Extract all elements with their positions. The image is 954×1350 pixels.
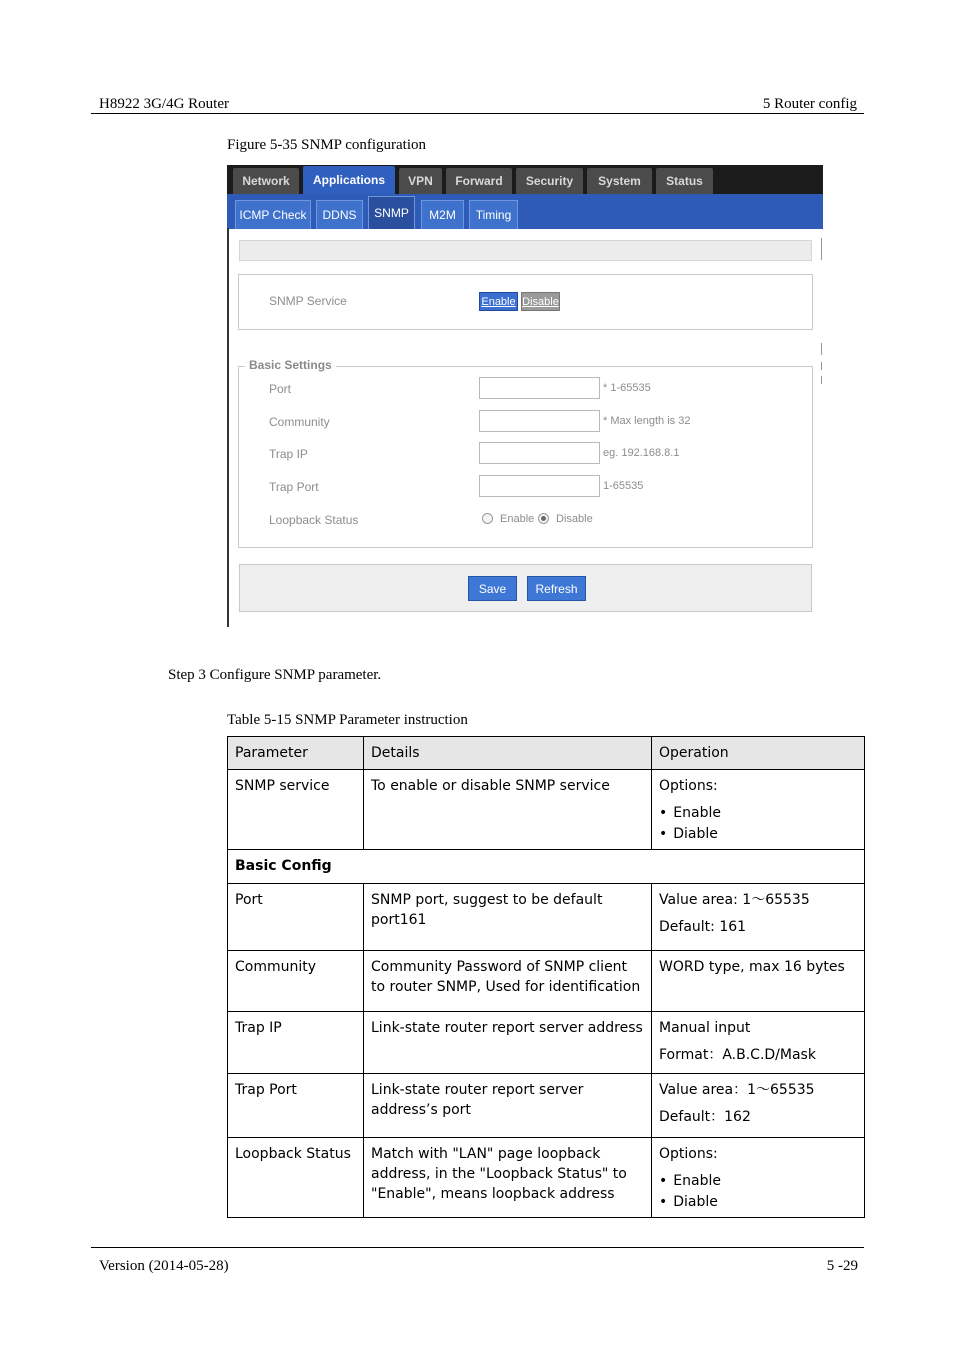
- param-cell: Community: [228, 951, 364, 1012]
- operation-line: Default: 161: [659, 919, 747, 935]
- trap-port-hint: 1-65535: [603, 480, 644, 492]
- table-row: [228, 770, 865, 850]
- table-header-cell: Operation: [652, 737, 865, 770]
- table-row: [228, 1012, 865, 1074]
- table-caption: Table 5-15 SNMP Parameter instruction: [227, 712, 468, 728]
- footer-rule: [91, 1247, 864, 1248]
- edge-mark: [821, 376, 822, 384]
- edge-mark: [821, 343, 822, 355]
- form-actions-panel: [239, 564, 812, 612]
- edge-mark: [821, 238, 822, 260]
- option-item: • Enable: [659, 803, 857, 824]
- loopback-enable-radio[interactable]: [482, 513, 493, 524]
- operation-cell: [652, 770, 865, 850]
- tab-security[interactable]: Security: [516, 168, 583, 194]
- table-row: [228, 1074, 865, 1138]
- details-cell: To enable or disable SNMP service: [364, 770, 652, 850]
- table-header-cell: Details: [364, 737, 652, 770]
- snmp-service-label: SNMP Service: [269, 294, 347, 308]
- subtab-icmp-check[interactable]: ICMP Check: [235, 200, 311, 229]
- edge-mark: [821, 362, 822, 370]
- sub-tab-bar: [227, 194, 823, 229]
- tab-forward[interactable]: Forward: [446, 168, 512, 194]
- header-rule: [91, 113, 864, 114]
- refresh-button[interactable]: Refresh: [527, 576, 586, 601]
- subtab-ddns[interactable]: DDNS: [316, 200, 363, 229]
- screenshot-left-border: [227, 228, 229, 627]
- details-cell: Link-state router report server address: [364, 1012, 652, 1074]
- details-cell: Community Password of SNMP client to router SNMP, Used for identification: [364, 951, 652, 1012]
- footer-version: Version (2014-05-28): [99, 1258, 229, 1274]
- param-cell: Trap Port: [228, 1074, 364, 1138]
- tab-network[interactable]: Network: [233, 168, 299, 194]
- title-strip: [239, 240, 812, 261]
- operation-line: Default：162: [659, 1109, 751, 1125]
- enable-button[interactable]: Enable: [479, 292, 518, 311]
- header-doc-title: H8922 3G/4G Router: [99, 96, 229, 112]
- option-item: • Diable: [659, 1192, 857, 1213]
- subtab-timing[interactable]: Timing: [469, 200, 518, 229]
- operation-cell: [652, 1074, 865, 1138]
- snmp-parameter-table: [227, 736, 865, 1218]
- trap-ip-input[interactable]: [479, 442, 600, 464]
- port-input[interactable]: [479, 377, 600, 399]
- trap-port-label: Trap Port: [269, 480, 319, 494]
- tab-system[interactable]: System: [587, 168, 652, 194]
- trap-ip-label: Trap IP: [269, 447, 308, 461]
- param-cell: SNMP service: [228, 770, 364, 850]
- port-hint: * 1-65535: [603, 382, 651, 394]
- operation-cell: [652, 1012, 865, 1074]
- option-item: • Enable: [659, 1171, 857, 1192]
- trap-port-input[interactable]: [479, 475, 600, 497]
- loopback-disable-radio[interactable]: [538, 513, 549, 524]
- community-label: Community: [269, 415, 330, 429]
- option-item: • Diable: [659, 824, 857, 845]
- operation-line: Manual input: [659, 1020, 751, 1036]
- header-chapter: 5 Router config: [762, 96, 857, 112]
- snmp-service-panel: [238, 274, 813, 330]
- snmp-config-screenshot: [227, 165, 823, 627]
- step-instruction: Step 3 Configure SNMP parameter.: [168, 667, 382, 683]
- trap-ip-hint: eg. 192.168.8.1: [603, 447, 680, 459]
- param-cell: Port: [228, 884, 364, 951]
- subtab-snmp[interactable]: SNMP: [368, 196, 415, 229]
- operation-cell: [652, 884, 865, 951]
- table-row: [228, 1138, 865, 1218]
- param-cell: Loopback Status: [228, 1138, 364, 1218]
- community-hint: * Max length is 32: [603, 415, 691, 427]
- table-header-row: [228, 737, 865, 770]
- details-cell: SNMP port, suggest to be default port161: [364, 884, 652, 951]
- operation-line: Format：A.B.C.D/Mask: [659, 1047, 816, 1063]
- loopback-status-label: Loopback Status: [269, 513, 359, 527]
- table-section-row: [228, 850, 865, 884]
- operation-title: Options:: [659, 778, 718, 794]
- save-button[interactable]: Save: [468, 576, 517, 601]
- port-label: Port: [269, 382, 292, 396]
- community-input[interactable]: [479, 410, 600, 432]
- section-heading: Basic Config: [228, 850, 865, 884]
- loopback-enable-option: Enable: [500, 513, 535, 525]
- basic-settings-legend: Basic Settings: [245, 358, 336, 372]
- details-cell: Link-state router report server address’s port: [364, 1074, 652, 1138]
- tab-vpn[interactable]: VPN: [399, 168, 442, 194]
- tab-status[interactable]: Status: [656, 168, 713, 194]
- basic-settings-fieldset: [238, 358, 813, 548]
- tab-applications[interactable]: Applications: [303, 166, 395, 194]
- operation-line: Value area：1～65535: [659, 1082, 815, 1098]
- disable-button[interactable]: Disable: [521, 292, 560, 311]
- operation-line: WORD type, max 16 bytes: [659, 959, 845, 975]
- main-tab-bar: [227, 165, 823, 194]
- param-cell: Trap IP: [228, 1012, 364, 1074]
- details-cell: Match with "LAN" page loopback address, in the "Loopback Status" to "Enable", means loopback address: [364, 1138, 652, 1218]
- operation-cell: [652, 1138, 865, 1218]
- table-header-cell: Parameter: [228, 737, 364, 770]
- operation-line: Value area: 1～65535: [659, 892, 810, 908]
- table-row: [228, 951, 865, 1012]
- figure-caption: Figure 5-35 SNMP configuration: [227, 137, 427, 153]
- operation-title: Options:: [659, 1146, 718, 1162]
- loopback-disable-option: Disable: [556, 513, 593, 525]
- table-row: [228, 884, 865, 951]
- operation-cell: [652, 951, 865, 1012]
- subtab-m2m[interactable]: M2M: [421, 200, 464, 229]
- footer-page-number: 5 -29: [826, 1258, 858, 1274]
